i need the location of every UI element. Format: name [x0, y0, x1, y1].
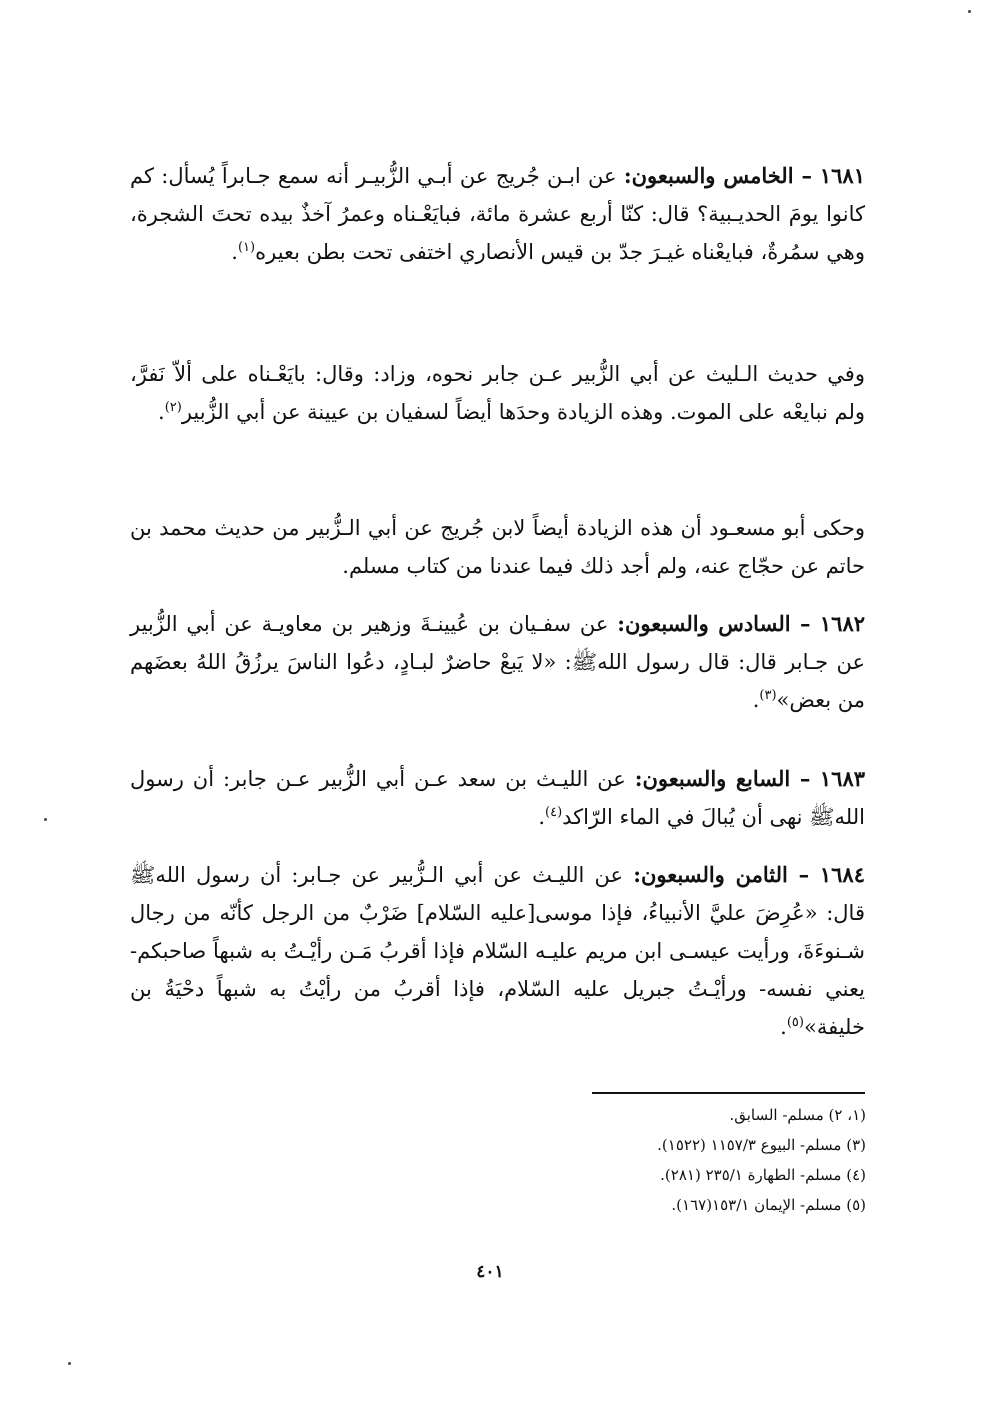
paragraph-end: .: [342, 554, 349, 578]
footnote-ref: (٣): [759, 688, 777, 703]
paragraph-1682: [130, 605, 865, 719]
footnote-item: (١، ٢) مسلم- السابق.: [729, 1106, 866, 1124]
footnote-ref: (٤): [545, 805, 563, 820]
paragraph-text: وحكى أبو مسعـود أن هذه الزيادة أيضاً لابن جُريج عن أبي الـزُّبير من حديث محمد بن حاتم عن حجّاج عنه، ولم أجد ذلك فيما عندنا من كتاب مسلم: [130, 516, 865, 578]
paragraph-end: .: [780, 1015, 787, 1039]
hadith-heading: ١٦٨٤ – الثامن والسبعون:: [633, 862, 865, 887]
paragraph-end: .: [231, 240, 238, 264]
paragraph-1683: [130, 760, 865, 836]
hadith-text: عن سفـيان بن عُيينـةَ وزهير بن معاويـة عن أبي الزُّبير عن جـابر قال: قال رسول اللهﷺ: «لا يَبعْ حاضرٌ لبـادٍ، دعُوا الناسَ يرزُقُ اللهُ بعضَهم من بعض»: [130, 612, 865, 712]
paragraph-addition-layth: [130, 355, 865, 431]
scan-speck: [968, 10, 971, 13]
footnote-item: (٣) مسلم- البيوع ١١٥٧/٣ (١٥٢٢).: [657, 1136, 866, 1154]
paragraph-1681: [130, 157, 865, 271]
footnotes: [500, 1100, 866, 1220]
footnote-item: (٤) مسلم- الطهارة ٢٣٥/١ (٢٨١).: [660, 1166, 866, 1184]
hadith-text: عن ابـن جُريج عن أبـي الزُّبيـر أنه سمع جـابراً يُسأل: كم كانوا يومَ الحديـبية؟ قال: كنّا أربع عشرة مائة، فبايَعْـناه وعمرُ آخذٌ بيده تحتَ الشجرة، وهي سمُرةٌ، فبايعْناه غيـرَ جدّ بن قيس الأنصاري اختفى تحت بطن بعيره: [130, 164, 865, 264]
hadith-heading: ١٦٨٣ – السابع والسبعون:: [634, 766, 866, 791]
paragraph-text: وفي حديث الـليث عن أبي الزُّبير عـن جابر نحوه، وزاد: وقال: بايَعْـناه على ألاّ نَفرَّ، ولم نبايعْه على الموت. وهذه الزيادة وحدَها أيضاً لسفيان بن عيينة عن أبي الزُّبير: [130, 362, 865, 424]
footnote-ref: (٢): [164, 400, 182, 415]
footnote-ref: (١): [237, 240, 256, 255]
paragraph-end: .: [752, 688, 760, 712]
paragraph-1684: [130, 856, 865, 1046]
hadith-heading: ١٦٨١ – الخامس والسبعون:: [623, 163, 865, 188]
footnote-ref: (٥): [786, 1015, 804, 1030]
paragraph-end: .: [538, 805, 545, 829]
scan-speck: [44, 818, 47, 821]
page-number: ٤٠١: [476, 1262, 504, 1282]
hadith-heading: ١٦٨٢ – السادس والسبعون:: [617, 611, 866, 636]
hadith-text: عن الليـث عن أبي الـزُّبير عن جـابر: أن رسول اللهﷺ قال: «عُرِضَ عليَّ الأنبياءُ، فإذا موسى[عليه السّلام] ضَرْبٌ من الرجل كأنّه من رجال شـنوءَةَ، ورأيت عيسـى ابن مريم عليـه السّلام فإذا أقربُ مَـن رأيْـتُ به شبهاً صاحبكم- يعني نفسه- ورأيْـتُ جبريل عليه السّلام، فإذا أقربُ من رأيْتُ به شبهاً دحْيَةُ بن خليفة»: [130, 863, 865, 1039]
footnote-divider: [592, 1092, 865, 1094]
paragraph-abu-masud: [130, 509, 865, 585]
hadith-text: عن الليـث بن سعد عـن أبي الزُّبير عـن جابر: أن رسول اللهﷺ نهى أن يُبالَ في الماء الرّاكد: [130, 767, 865, 829]
scan-speck: [68, 1362, 71, 1365]
paragraph-end: .: [158, 400, 165, 424]
footnote-item: (٥) مسلم- الإيمان ١٥٣/١(١٦٧).: [671, 1196, 866, 1214]
